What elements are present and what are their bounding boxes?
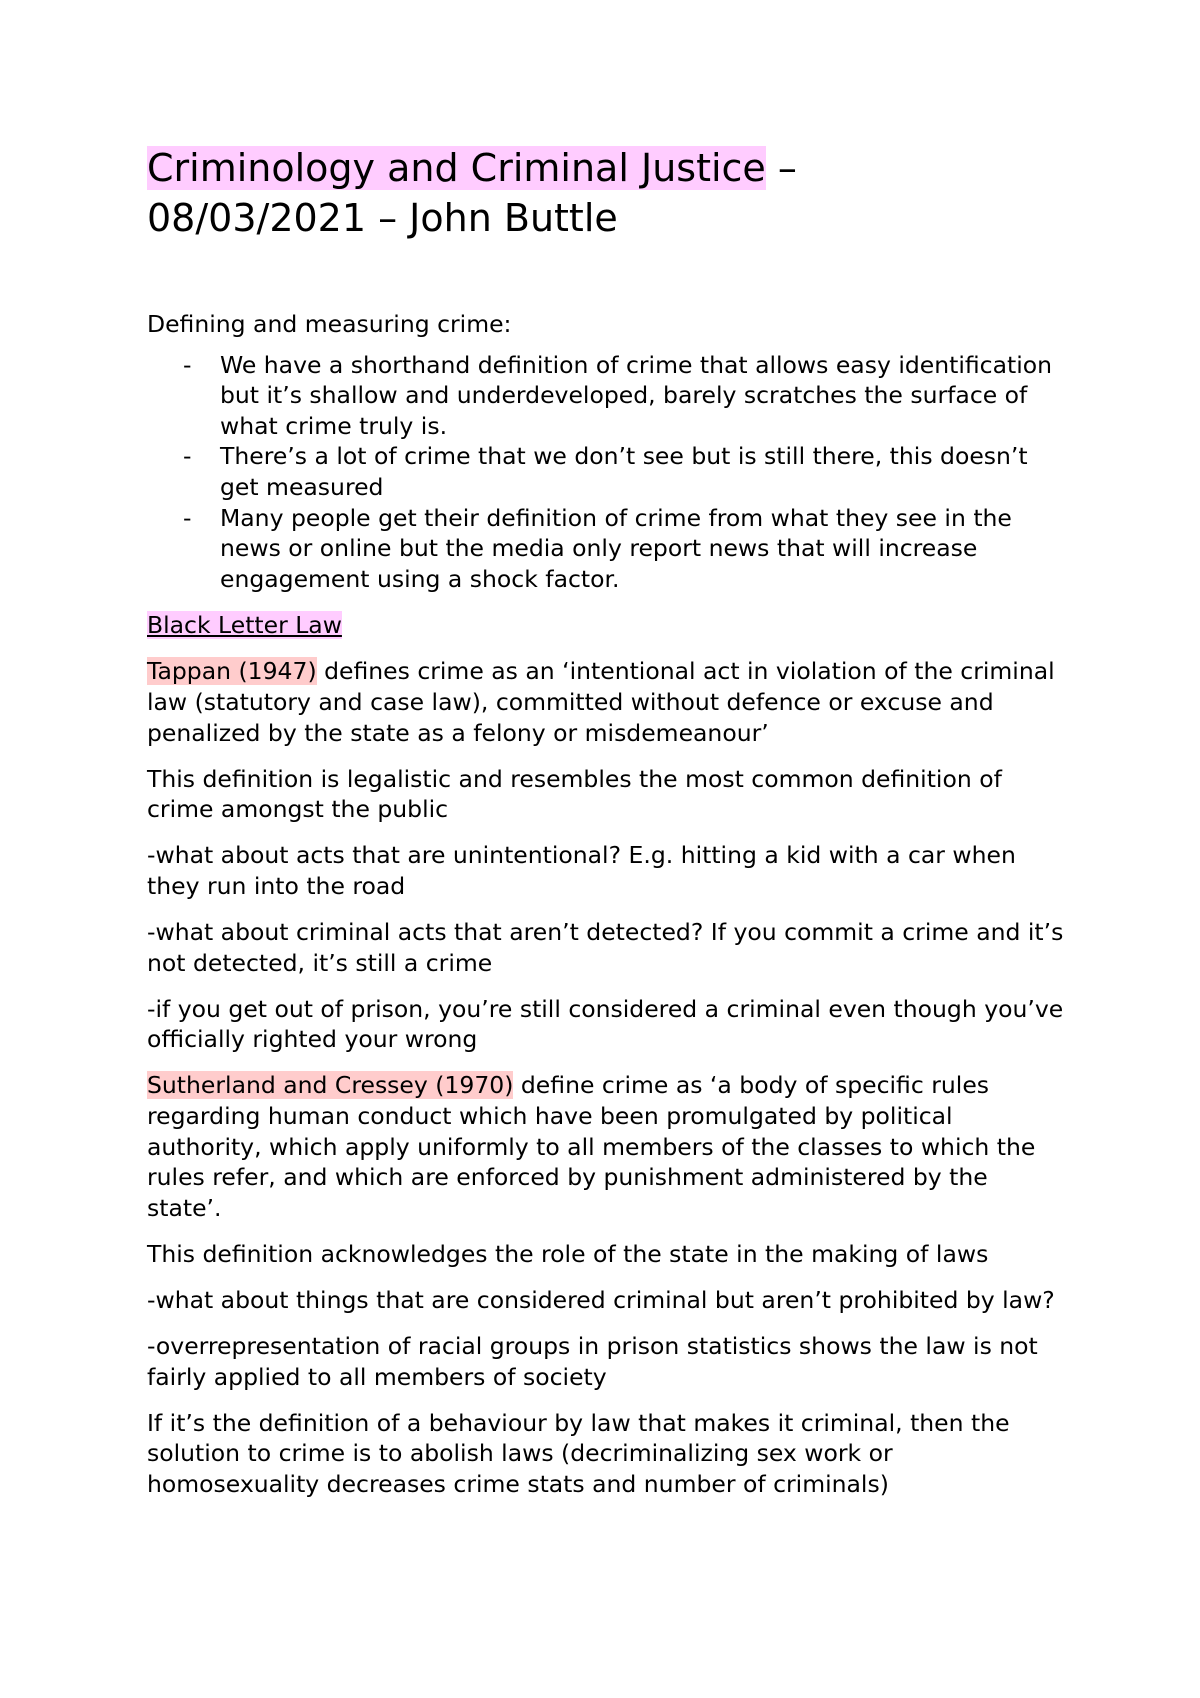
title-highlighted: Criminology and Criminal Justice bbox=[147, 146, 766, 190]
paragraph: This definition is legalistic and resembles the most common definition of crime amongst the public bbox=[147, 764, 1002, 824]
tappan-paragraph: Tappan (1947) defines crime as an ‘intentional act in violation of the criminal law (statutory and case law), committed without defence or excuse and penalized by the state as a felony or misdemeanour’ bbox=[147, 657, 1055, 747]
document-body bbox=[147, 309, 1067, 1515]
title-dash: – bbox=[765, 146, 797, 190]
citation-tappan: Tappan (1947) bbox=[147, 657, 317, 686]
bullet-marker: - bbox=[183, 503, 192, 532]
citation-sutherland-cressey: Sutherland and Cressey (1970) bbox=[147, 1071, 514, 1100]
title-date-author: 08/03/2021 – John Buttle bbox=[147, 196, 618, 240]
section-heading bbox=[147, 610, 1067, 641]
paragraph: -overrepresentation of racial groups in prison statistics shows the law is not fairly applied to all members of society bbox=[147, 1332, 1038, 1391]
sutherland-paragraph: Sutherland and Cressey (1970) define crime as ‘a body of specific rules regarding human conduct which have been promulgated by political authority, which apply uniformly to all members of the classes to which the rules refer, and which are enforced by punishment administered by the state’. bbox=[147, 1071, 1036, 1222]
list-item: - We have a shorthand definition of crime that allows easy identification but it’s shallow and underdeveloped, barely scratches the surface of what crime truly is. bbox=[183, 350, 1053, 440]
document-title bbox=[147, 143, 1067, 243]
black-letter-law-heading: Black Letter Law bbox=[147, 611, 342, 640]
paragraph: This definition acknowledges the role of the state in the making of laws bbox=[147, 1239, 989, 1268]
list-item: - Many people get their definition of crime from what they see in the news or online but the media only report news that will increase engagement using a shock factor. bbox=[183, 503, 1012, 593]
paragraph: -if you get out of prison, you’re still considered a criminal even though you’ve officially righted your wrong bbox=[147, 994, 1064, 1054]
bullet-marker: - bbox=[183, 350, 192, 379]
paragraph: -what about acts that are unintentional? E.g. hitting a kid with a car when they run into the road bbox=[147, 841, 1016, 900]
paragraph: -what about things that are considered criminal but aren’t prohibited by law? bbox=[147, 1286, 1055, 1315]
bullet-list bbox=[147, 350, 1067, 595]
list-item: - There’s a lot of crime that we don’t see but is still there, this doesn’t get measured bbox=[183, 442, 1028, 501]
intro-heading: Defining and measuring crime: bbox=[147, 310, 512, 338]
paragraph: -what about criminal acts that aren’t detected? If you commit a crime and it’s not detected, it’s still a crime bbox=[147, 918, 1064, 977]
paragraph: If it’s the definition of a behaviour by law that makes it criminal, then the solution to crime is to abolish laws (decriminalizing sex work or homosexuality decreases crime stats and number of criminals) bbox=[147, 1408, 1010, 1498]
bullet-marker: - bbox=[183, 442, 192, 471]
